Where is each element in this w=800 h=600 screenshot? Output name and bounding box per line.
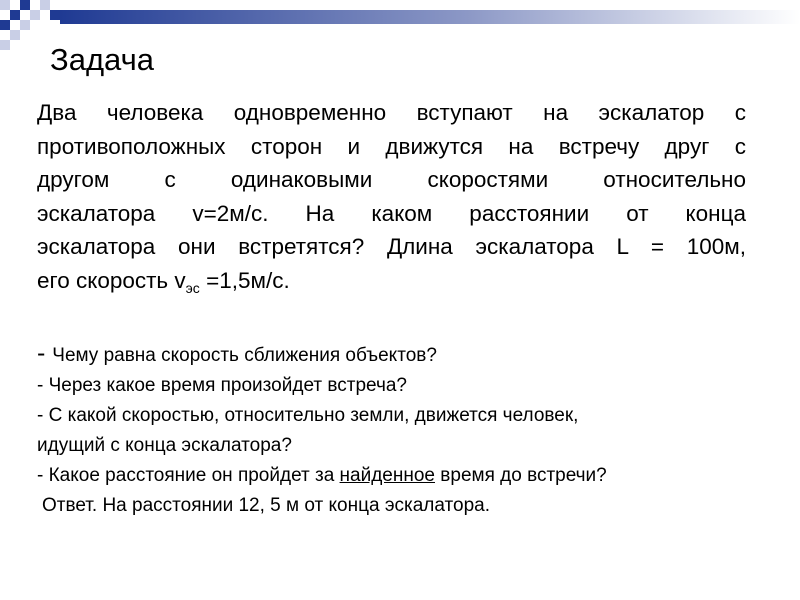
header-gradient-band bbox=[60, 10, 800, 24]
speed-subscript: эс bbox=[185, 279, 200, 296]
answer-text: Ответ. На расстоянии 12, 5 м от конца эскалатора. bbox=[42, 495, 491, 516]
underlined-word: найденное bbox=[339, 465, 435, 486]
speed-suffix: =1,5м/с. bbox=[199, 267, 290, 293]
question-item: - С какой скоростью, относительно земли, движется человек, bbox=[37, 405, 579, 426]
question-item: - Чему равна скорость сближения объектов? bbox=[37, 339, 437, 367]
question-dash: - bbox=[37, 339, 53, 367]
problem-line: противоположных сторон и движутся на встречу друг с bbox=[37, 133, 746, 159]
problem-line: эскалатора v=2м/с. На каком расстоянии от конца bbox=[37, 200, 746, 226]
problem-statement bbox=[37, 96, 746, 300]
question-dash: - bbox=[37, 375, 49, 396]
question-item: - Через какое время произойдет встреча? bbox=[37, 375, 407, 396]
guiding-questions bbox=[37, 338, 757, 491]
question-item: - Какое расстояние он пройдет за найденное время до встречи? bbox=[37, 465, 607, 486]
question-item: идущий с конца эскалатора? bbox=[37, 435, 292, 456]
speed-prefix: его скорость v bbox=[37, 267, 186, 293]
problem-line: эскалатора они встретятся? Длина эскалатора L = 100м, bbox=[37, 234, 746, 259]
problem-line: Два человека одновременно вступают на эскалатор с bbox=[37, 100, 746, 125]
slide-header-decoration bbox=[0, 0, 800, 28]
problem-line: другом с одинаковыми скоростями относительно bbox=[37, 167, 746, 192]
problem-line-speed bbox=[37, 264, 746, 301]
question-dash: - bbox=[37, 405, 49, 426]
slide-title: Задача bbox=[50, 42, 155, 77]
